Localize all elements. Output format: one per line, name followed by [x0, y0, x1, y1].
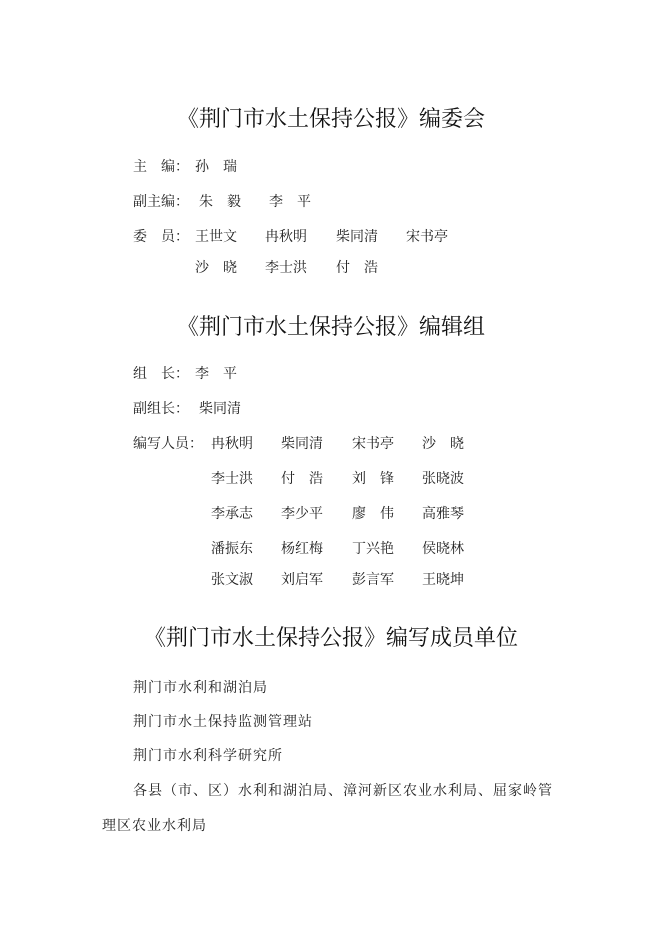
writer-name: 刘 锋	[352, 471, 394, 487]
members-label: 委 员：	[133, 229, 189, 245]
writer-name: 潘振东	[211, 541, 253, 557]
writer-name: 丁兴艳	[352, 541, 394, 557]
writer-name: 刘启军	[281, 572, 323, 588]
writer-name: 李承志	[211, 506, 253, 522]
member-unit: 荆门市水土保持监测管理站	[133, 714, 313, 730]
writer-name: 沙 晓	[422, 436, 464, 452]
leader-label: 组 长：	[133, 366, 189, 382]
member-name: 付 浩	[336, 260, 378, 276]
member-name: 李士洪	[265, 260, 307, 276]
writer-name: 王晓坤	[422, 572, 464, 588]
writer-name: 付 浩	[281, 471, 323, 487]
member-name: 冉秋明	[265, 229, 307, 245]
member-name: 王世文	[195, 229, 237, 245]
deputy-editor-name: 李 平	[269, 194, 311, 210]
writer-name: 廖 伟	[352, 506, 394, 522]
writer-name: 宋书亭	[352, 436, 394, 452]
writer-name: 高雅琴	[422, 506, 464, 522]
writer-name: 柴同清	[281, 436, 323, 452]
writer-name: 冉秋明	[211, 436, 253, 452]
writer-name: 李士洪	[211, 471, 253, 487]
editing-group-title: 《荆门市水土保持公报》编辑组	[176, 315, 485, 340]
writers-label: 编写人员：	[133, 436, 203, 452]
chief-editor-name: 孙 瑞	[195, 159, 237, 175]
member-name: 宋书亭	[406, 229, 448, 245]
writer-name: 杨红梅	[281, 541, 323, 557]
member-units-title: 《荆门市水土保持公报》编写成员单位	[143, 626, 518, 651]
editorial-board-title: 《荆门市水土保持公报》编委会	[176, 107, 485, 132]
writer-name: 张文淑	[211, 572, 253, 588]
deputy-editor-name: 朱 毅	[199, 194, 241, 210]
writer-name: 张晓波	[422, 471, 464, 487]
writer-name: 李少平	[281, 506, 323, 522]
member-unit: 荆门市水利和湖泊局	[133, 680, 268, 696]
chief-editor-label: 主 编：	[133, 159, 189, 175]
deputy-editor-label: 副主编：	[133, 194, 189, 210]
member-unit: 荆门市水利科学研究所	[133, 748, 283, 764]
writer-name: 侯晓林	[422, 541, 464, 557]
member-unit-multiline-second: 理区农业水利局	[102, 818, 207, 834]
member-name: 沙 晓	[195, 260, 237, 276]
deputy-leader-name: 柴同清	[199, 401, 241, 417]
member-unit-multiline-first: 各县（市、区）水利和湖泊局、漳河新区农业水利局、屈家岭管	[133, 783, 553, 799]
writer-name: 彭言军	[352, 572, 394, 588]
deputy-leader-label: 副组长：	[133, 401, 189, 417]
leader-name: 李 平	[195, 366, 237, 382]
member-name: 柴同清	[336, 229, 378, 245]
